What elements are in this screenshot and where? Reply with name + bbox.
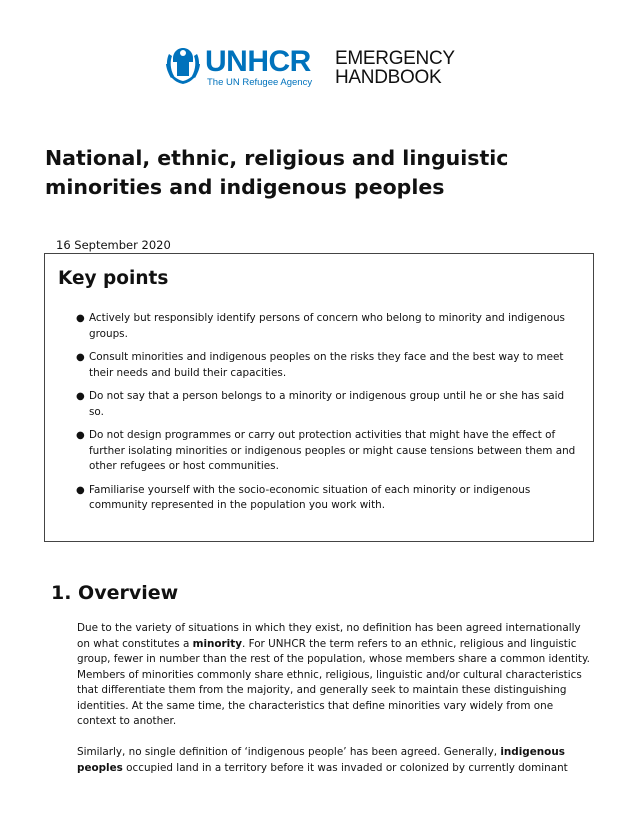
paragraph-text: . For UNHCR the term refers to an ethnic, religious and linguistic group, fewer in number than the rest of the population, whose members share a common identity. Members of minorities commonly share ethnic, religious, linguistic and/or cultural characteristics that differentiate them from the majority, and generally seek to maintain these distinguishing identities. At the same time, the characteristics that define minorities vary widely from one context to another. [77,637,590,727]
key-point-text: Consult minorities and indigenous peoples on the risks they face and the best way to meet their needs and build their capacities. [89,351,564,379]
header-logos [163,44,483,94]
bullet-icon: ● [76,313,85,324]
overview-paragraph-1 [77,621,592,730]
overview-heading: 1. Overview [51,582,179,604]
key-point-item [76,389,581,420]
key-point-item [76,428,581,475]
term-minority: minority [192,637,242,650]
handbook-wordmark [335,49,455,87]
org-name: UNHCR [205,45,311,78]
key-point-item [76,350,581,381]
bullet-icon: ● [76,484,85,496]
publication-date: 16 September 2020 [56,238,171,252]
overview-paragraph-2 [77,745,592,776]
key-point-item [76,483,581,514]
key-points-box [44,253,594,542]
key-points-heading: Key points [58,268,169,289]
key-point-text: Actively but responsibly identify persons of concern who belong to minority and indigenous groups. [89,312,565,340]
paragraph-text: occupied land in a territory before it was invaded or colonized by currently dominant [122,761,568,774]
paragraph-text: Similarly, no single definition of ‘indigenous people’ has been agreed. Generally, [77,746,501,758]
key-points-list [76,311,581,522]
term-indigenous-peoples: indigenous peoples [77,746,565,774]
page-title: National, ethnic, religious and linguistic minorities and indigenous peoples [45,146,509,199]
bullet-icon: ● [76,391,85,402]
bullet-icon: ● [76,352,85,363]
handbook-line-1: EMERGENCY [335,48,455,69]
key-point-text: Familiarise yourself with the socio-economic situation of each minority or indigenous community represented in the population you work with. [89,483,531,511]
key-point-item [76,311,581,342]
handbook-line-2: HANDBOOK [335,67,442,88]
key-point-text: Do not design programmes or carry out protection activities that might have the effect of further isolating minorities or indigenous peoples or might cause tensions between them and other refugees or host communities. [89,429,576,472]
bullet-icon: ● [76,430,85,441]
key-point-text: Do not say that a person belongs to a minority or indigenous group until he or she has said so. [89,390,565,418]
paragraph-text: Due to the variety of situations in which they exist, no definition has been agreed internationally on what constitutes a [77,622,581,650]
unhcr-emblem-icon [163,44,203,88]
org-tagline: The UN Refugee Agency [207,77,313,88]
